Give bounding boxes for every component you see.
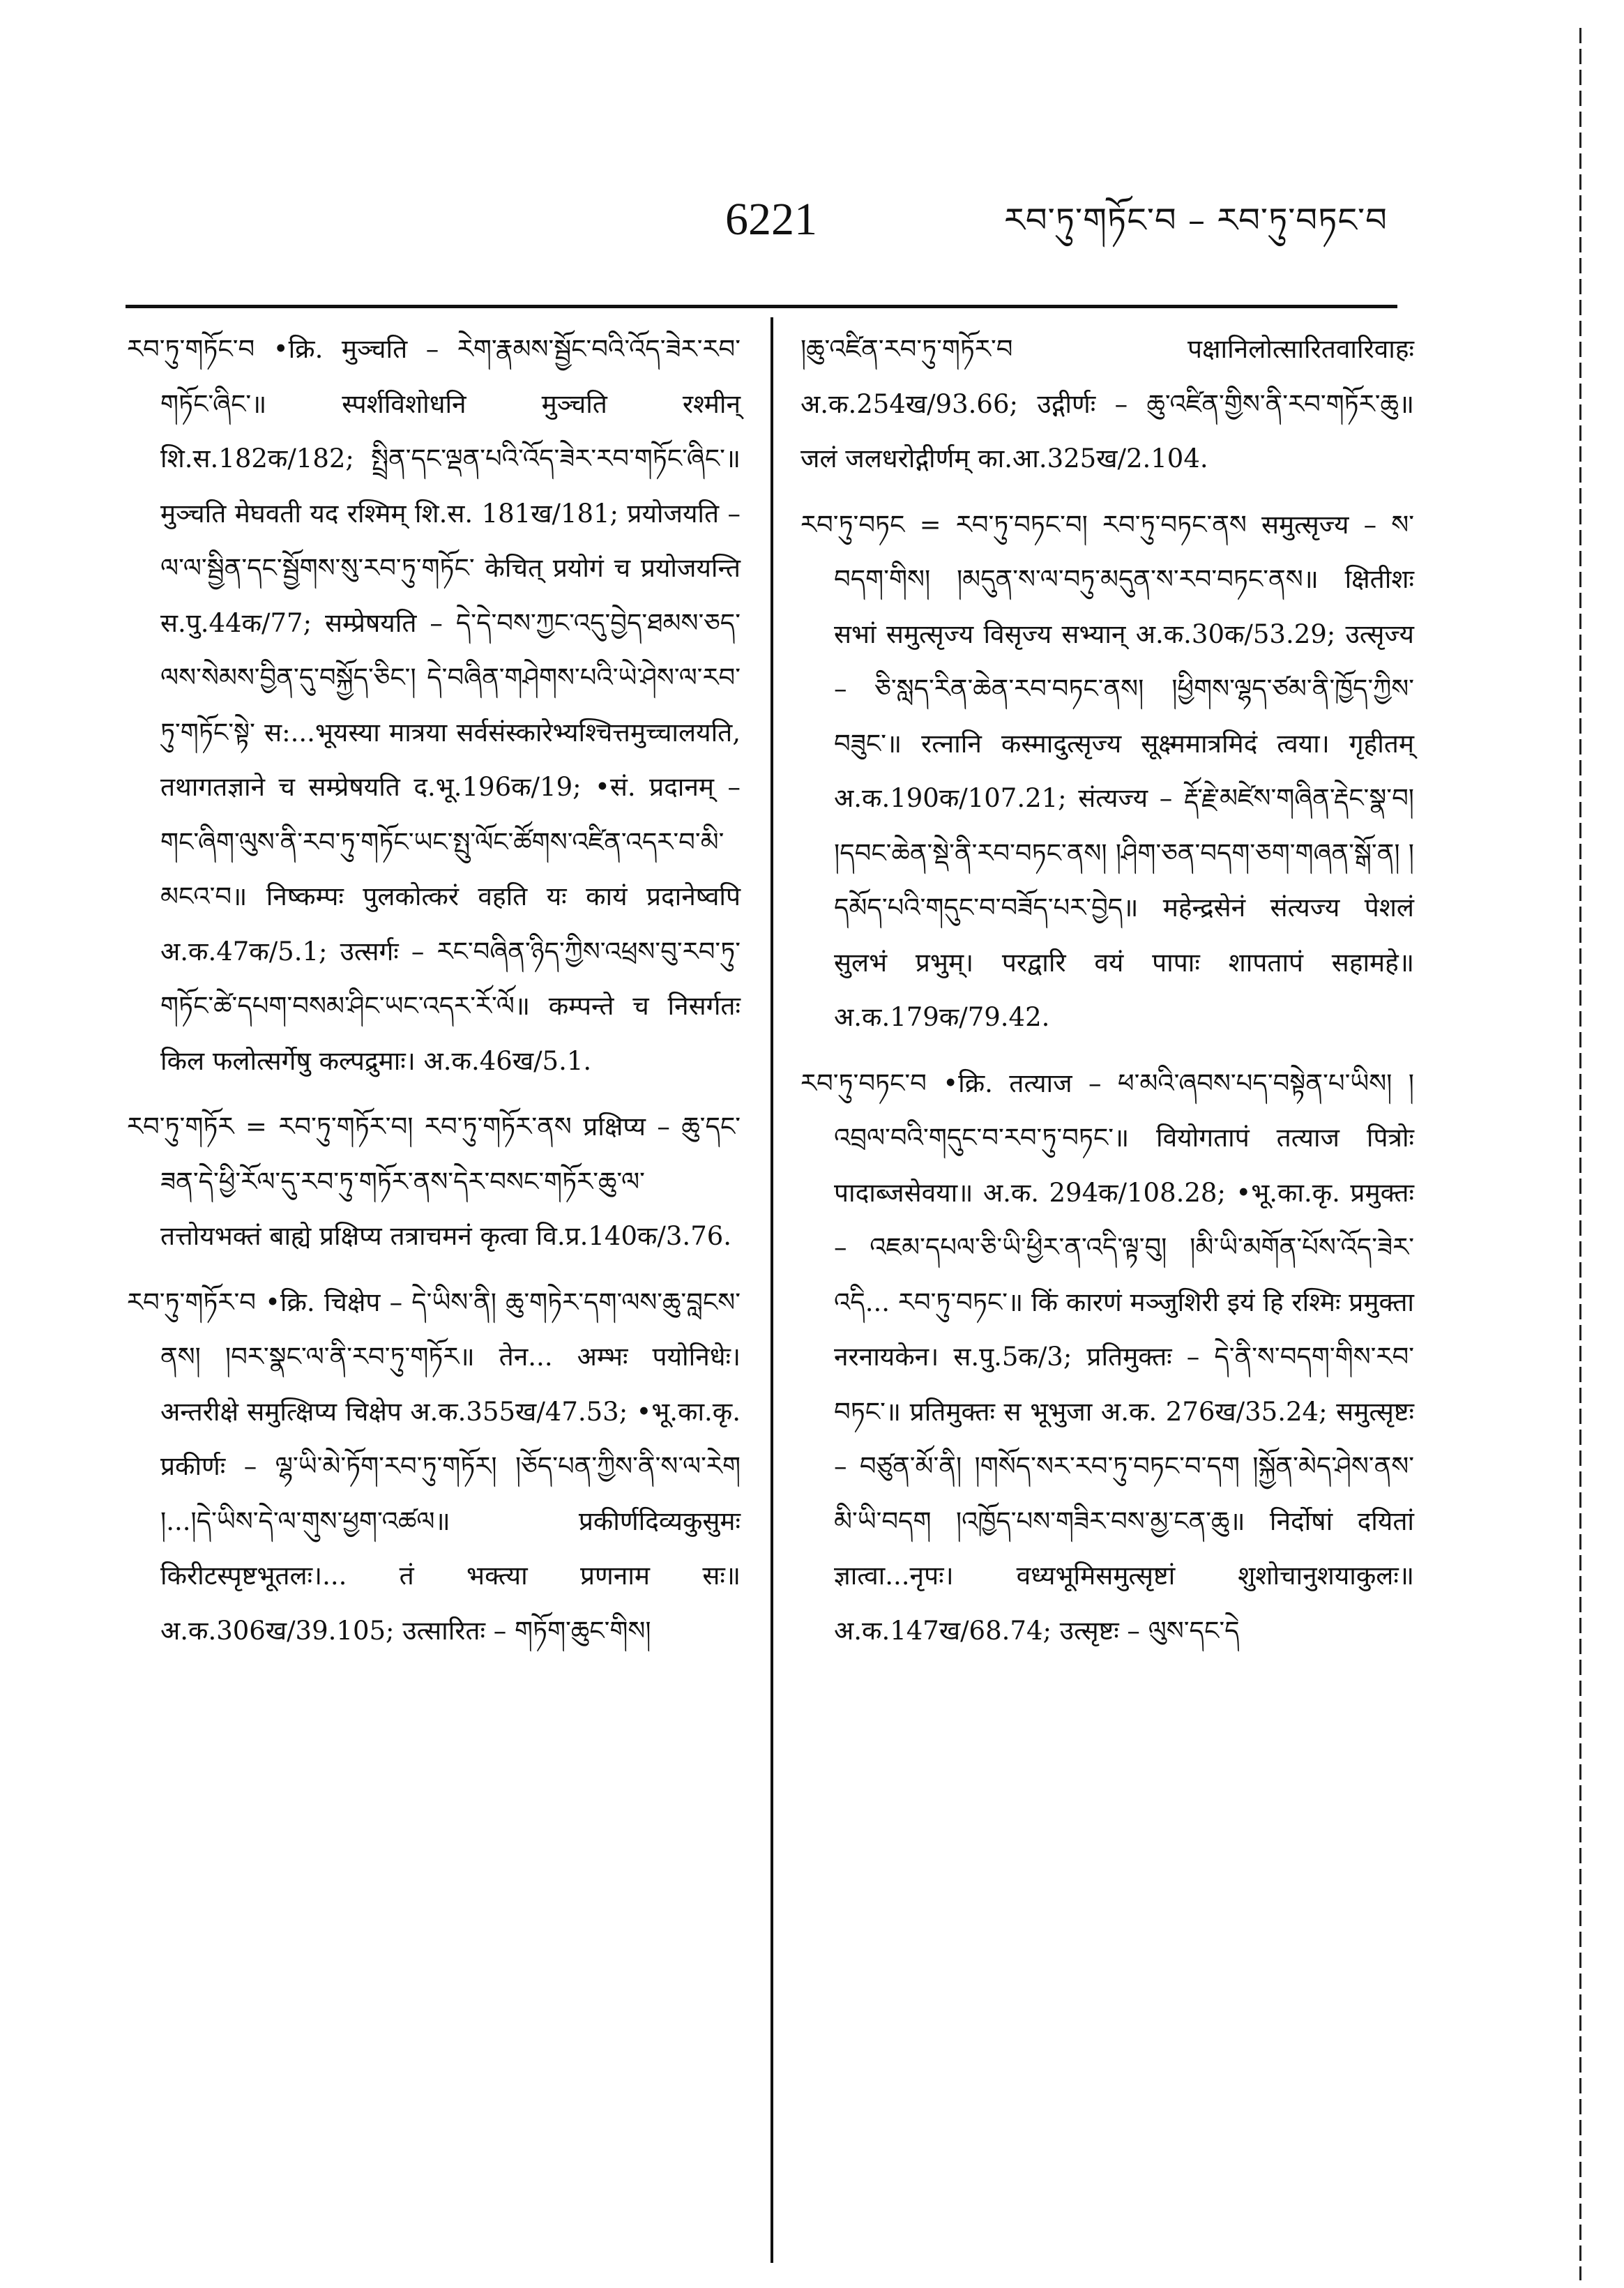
dictionary-entry: རབ་ཏུ་གཏོར་བ •क्रि. चिक्षेप – དེ་ཡིས་ནི། ཆུ་གཏེར་དག་ལས་ཆུ་བླངས་ནས། །བར་སྣང་ལ་ནི་རབ་ཏུ་གཏོར॥ तेन... अम्भः पयोनिधेः। अन्तरीक्षे समुत्क्षिप्य चिक्षेप अ.क.355ख/47.53; •भू.का.कृ. प्रकीर्णः – ལྷ་ཡི་མེ་ཏོག་རབ་ཏུ་གཏོར། །ཅོད་པན་ཀྱིས་ནི་ས་ལ་རེག །...།དེ་ཡིས་དེ་ལ་གུས་ཕྱག་འཚལ॥ प्रकीर्णदिव्यकुसुमः किरीटस्पृष्टभूतलः।... तं भक्त्या प्रणनाम सः॥ अ.क.306ख/39.105; उत्सारितः – གཏོག་ཆུང་གིས། xyxy=(127,1287,741,1646)
page-number: 6221 xyxy=(725,194,817,245)
dictionary-entry-continued: །ཆུ་འཛིན་རབ་ཏུ་གཏོར་བ पक्षानिलोत्सारितवारिवाहः अ.क.254ख/93.66; उद्गीर्णः – ཆུ་འཛིན་གྱིས་ནི་རབ་གཏོར་ཆུ॥ जलं जलधरोद्गीर्णम् का.आ.325ख/2.104. xyxy=(800,334,1414,473)
dictionary-entry: རབ་ཏུ་བཏང = རབ་ཏུ་བཏང་བ། རབ་ཏུ་བཏང་ནས समुत्सृज्य – ས་བདག་གིས། །མདུན་ས་ལ་བཏུ་མདུན་ས་རབ་བཏང་ནས॥ क्षितीशः सभां समुत्सृज्य विसृज्य सभ्यान् अ.क.30क/53.29; उत्सृज्य – ཅི་སླད་རིན་ཆེན་རབ་བཏང་ནས། །ཕྱིགས་ལྷད་ཙམ་ནི་ཁྱོད་ཀྱིས་བཟུང་॥ रत्नानि कस्मादुत्सृज्य सूक्ष्ममात्रमिदं त्वया। गृहीतम् अ.क.190क/107.21; संत्यज्य – རྡོ་རྗེ་མཛེས་གཞིན་རྡེང་སྣ་བ། །དབང་ཆེན་སྡེ་ནི་རབ་བཏང་ནས། །ཤིག་ཅན་བདག་ཅག་གཞན་སྒོ་ན། །དམོད་པའི་གདུང་བ་བཟོད་པར་བྱེད॥ महेन्द्रसेनं संत्यज्य पेशलं सुलभं प्रभुम्। परद्वारि वयं पापाः शापतापं सहामहे॥ अ.क.179क/79.42. xyxy=(800,509,1414,1032)
dictionary-entry: རབ་ཏུ་བཏང་བ •क्रि. तत्याज – ཕ་མའི་ཞབས་པད་བསྟེན་པ་ཡིས། །འབྲལ་བའི་གདུང་བ་རབ་ཏུ་བཏང་॥ वियोगतापं तत्याज पित्रोः पादाब्जसेवया॥ अ.क. 294क/108.28; •भू.का.कृ. प्रमुक्तः – འཇམ་དཔལ་ཅི་ཡི་ཕྱིར་ན་འདི་ལྟ་བུ། །མི་ཡི་མགོན་པོས་འོད་ཟེར་འདི... རབ་ཏུ་བཏང་॥ किं कारणं मञ्जुशिरी इयं हि रश्मिः प्रमुक्ता नरनायकेन। स.पु.5क/3; प्रतिमुक्तः – དེ་ནི་ས་བདག་གིས་རབ་བཏང་॥ प्रतिमुक्तः स भूभुजा अ.क. 276ख/35.24; समुत्सृष्टः – བཙུན་མོ་ནི། །གསོད་སར་རབ་ཏུ་བཏང་བ་དག །སྐྱོན་མེད་ཤེས་ནས་མི་ཡི་བདག །འཁྱོད་པས་གཟིར་བས་མྱ་ངན་ཆུ॥ निर्दोषां दयितां ज्ञात्वा...नृपः। वध्यभूमिसमुत्सृष्टां शुशोचानुशयाकुलः॥ अ.क.147ख/68.74; उत्सृष्टः – ལུས་དང་དེ xyxy=(800,1068,1414,1646)
column-divider xyxy=(771,317,773,2263)
header-rule xyxy=(126,305,1397,308)
dictionary-entry: རབ་ཏུ་གཏོང་བ •क्रि. मुञ्चति – རེག་རྣམས་སྦྱོང་བའི་འོད་ཟེར་རབ་གཏོང་ཞིང་॥ स्पर्शविशोधनि मुञ्चति रश्मीन् शि.स.182क/182; སྤྲིན་དང་ལྡན་པའི་འོད་ཟེར་རབ་གཏོང་ཞིང་॥ मुञ्चति मेघवती यद रश्मिम् शि.स. 181ख/181; प्रयोजयति – ལ་ལ་སྦྱིན་དང་སྦྱོགས་སུ་རབ་ཏུ་གཏོང་ केचित् प्रयोगं च प्रयोजयन्ति स.पु.44क/77; सम्प्रेषयति – དེ་དེ་བས་ཀྱང་འདུ་བྱེད་ཐམས་ཅད་ལས་སེམས་བྱིན་དུ་བསྐྱོད་ཅིང་། དེ་བཞིན་གཤེགས་པའི་ཡེ་ཤེས་ལ་རབ་ཏུ་གཏོང་སྟེ་ स:...भूयस्या मात्रया सर्वसंस्कारेभ्यश्चित्तमुच्चालयति, तथागतज्ञाने च सम्प्रेषयति द.भू.196क/19; •सं. प्रदानम् – གང་ཞིག་ལུས་ནི་རབ་ཏུ་གཏོང་ཡང་སྤུ་ལོང་ཚོགས་འཛིན་འདར་བ་མི་མངའ་བ॥ निष्कम्पः पुलकोत्करं वहति यः कायं प्रदानेष्वपि अ.क.47क/5.1; उत्सर्गः – རང་བཞིན་ཉིད་ཀྱིས་འཕྲས་བུ་རབ་ཏུ་གཏོང་ཚེ་དཔག་བསམ་ཤིང་ཡང་འདར་རོ་ལོ॥ कम्पन्ते च निसर्गतः किल फलोत्सर्गेषु कल्पद्रुमाः। अ.क.46ख/5.1. xyxy=(127,334,741,1076)
scan-edge-line xyxy=(1579,28,1581,2280)
dictionary-entry: རབ་ཏུ་གཏོར = རབ་ཏུ་གཏོར་བ། རབ་ཏུ་གཏོར་ནས प्रक्षिप्य – ཆུ་དང་ཟན་དེ་ཕྱི་རོལ་དུ་རབ་ཏུ་གཏོར་ནས་དེར་བསང་གཏོར་ཆུ་ལ་ तत्तोयभक्तं बाह्ये प्रक्षिप्य तत्राचमनं कृत्वा वि.प्र.140क/3.76. xyxy=(127,1112,741,1251)
running-head: རབ་ཏུ་གཏོང་བ – རབ་ཏུ་བཏང་བ xyxy=(1004,201,1388,240)
right-column xyxy=(800,322,1414,1669)
left-column xyxy=(127,322,741,1669)
